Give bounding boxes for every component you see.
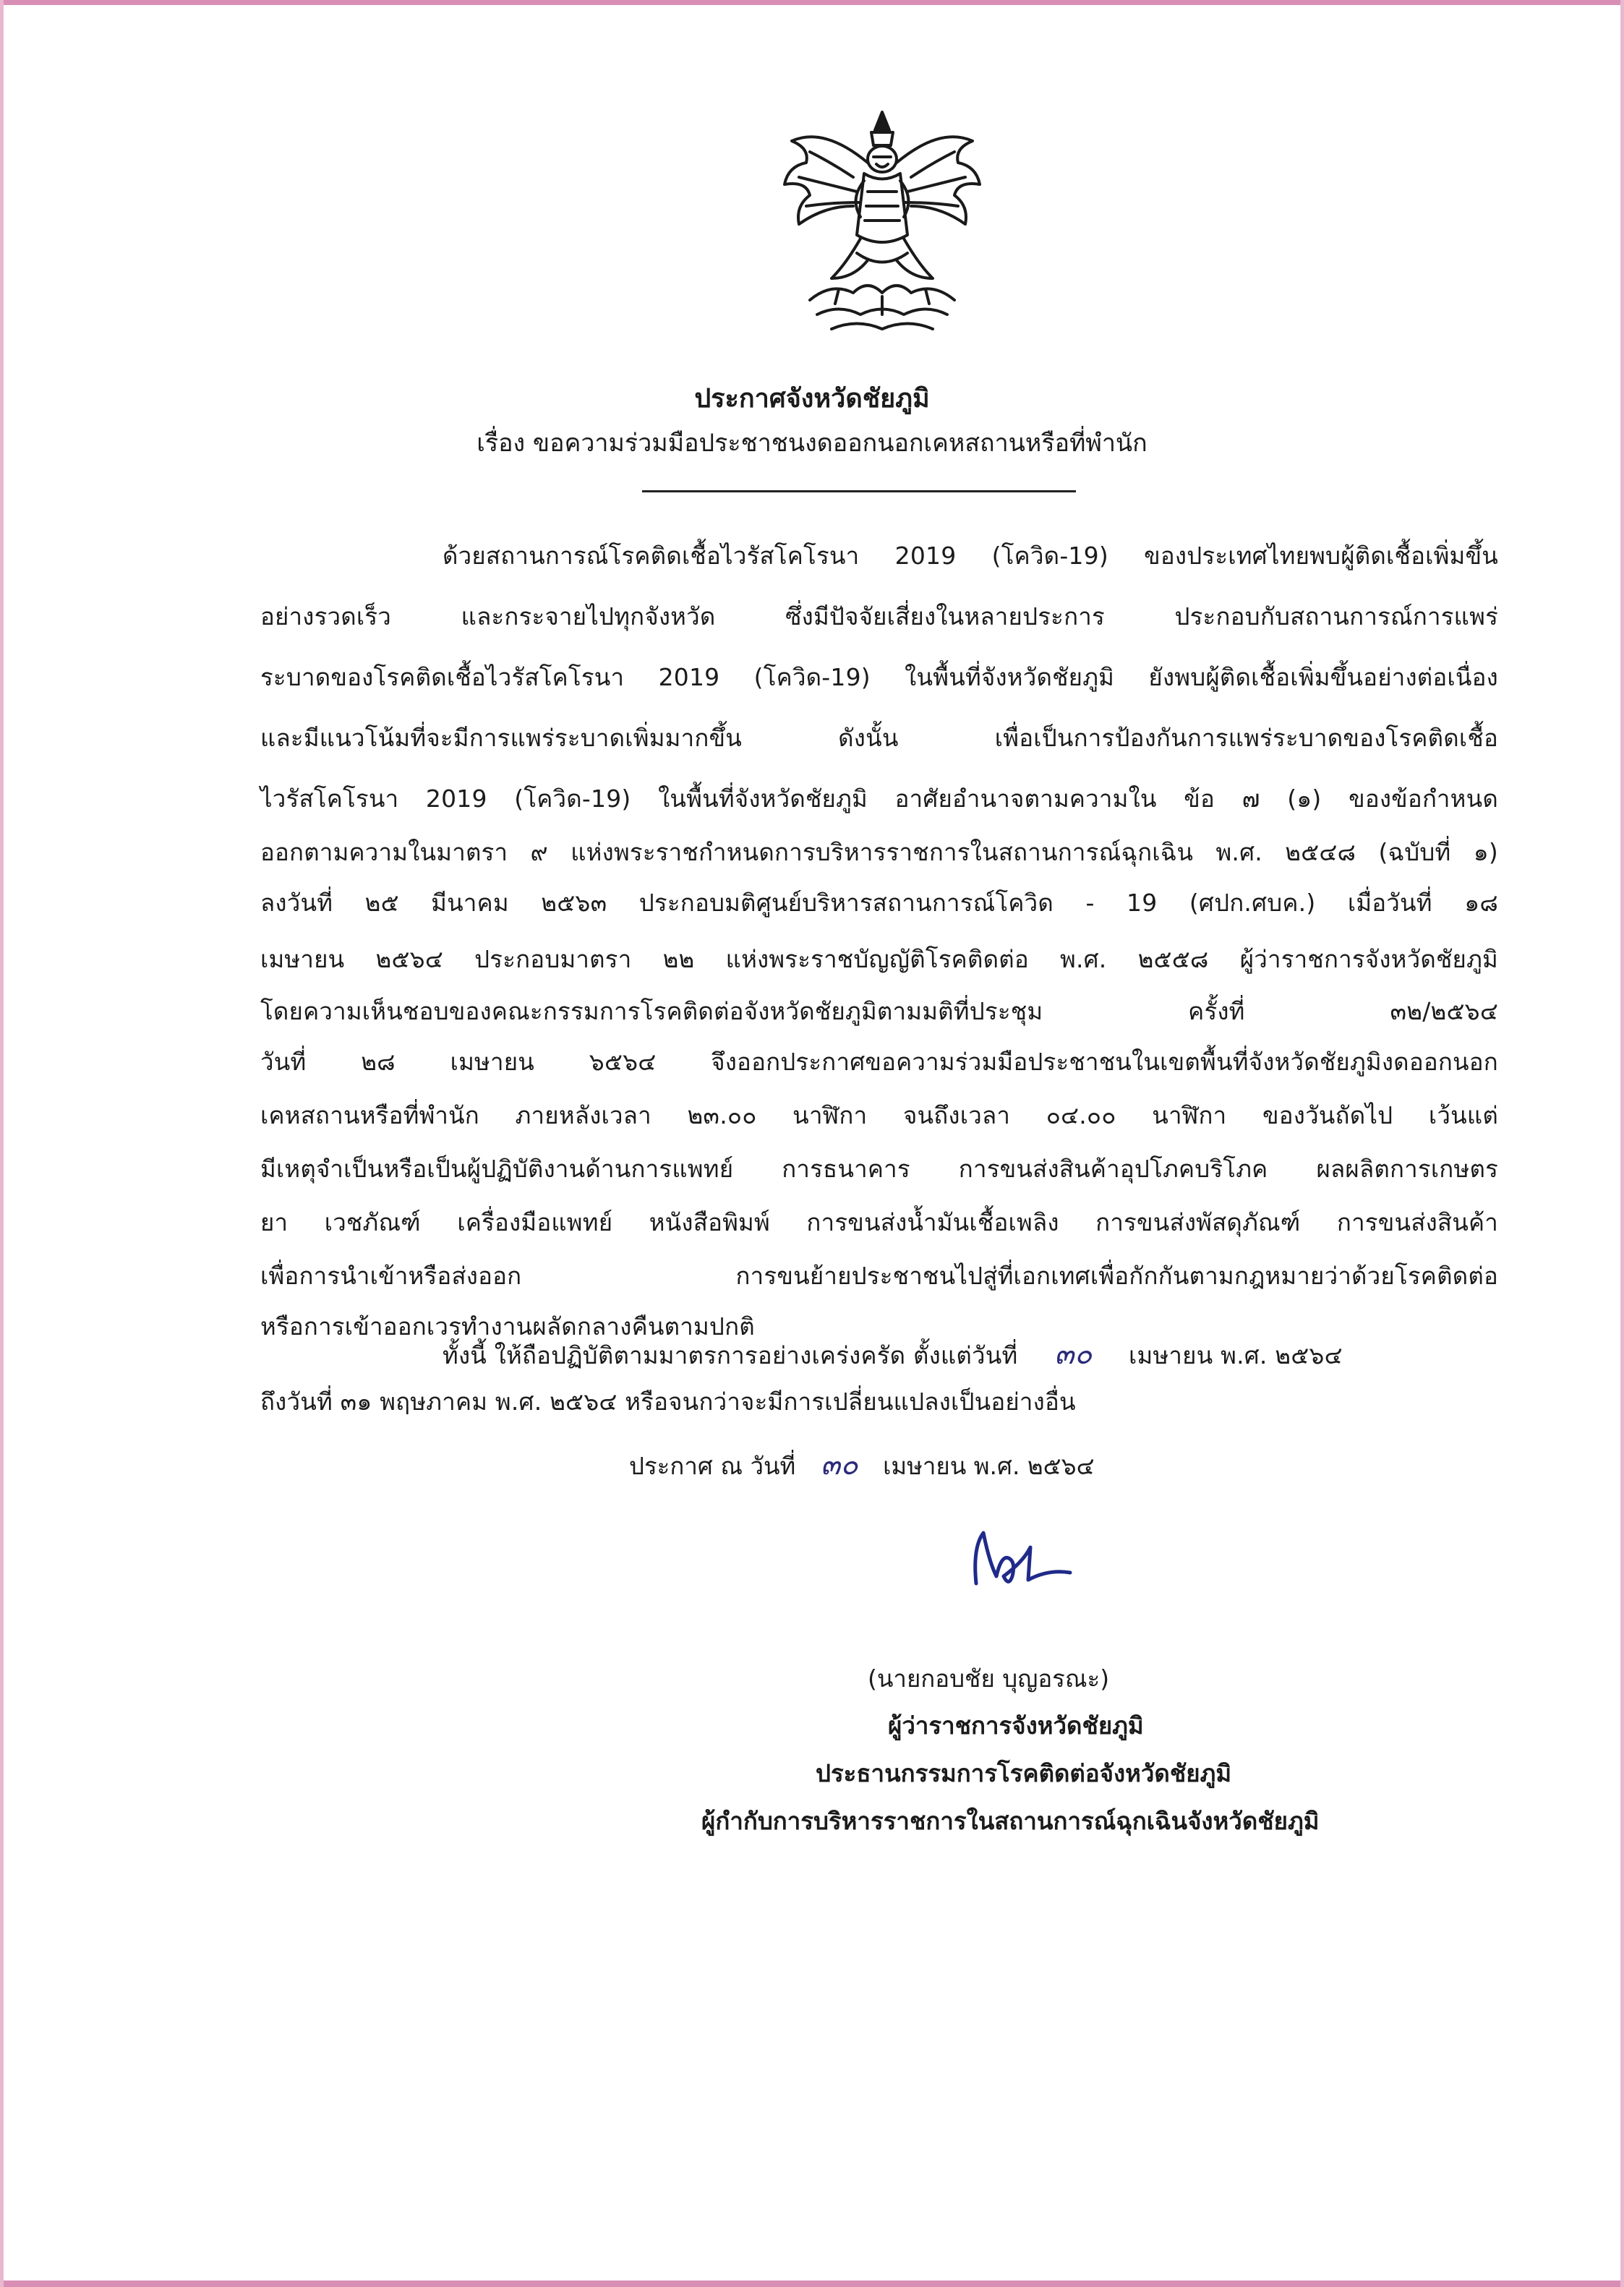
announcement-date-pre: ประกาศ ณ วันที่ <box>629 1452 796 1480</box>
body-line: เคหสถานหรือที่พำนัก ภายหลังเวลา ๒๓.๐๐ นาฬิกา จนถึงเวลา ๐๔.๐๐ นาฬิกา ของวันถัดไป เว้นแต่ <box>260 1101 1498 1129</box>
page-top-edge <box>0 0 1624 5</box>
page-title: ประกาศจังหวัดชัยภูมิ <box>694 384 930 414</box>
effective-text-post: เมษายน พ.ศ. ๒๕๖๔ <box>1129 1341 1343 1369</box>
signatory-name: (นายกอบชัย บุญอรณะ) <box>868 1664 1110 1693</box>
page-right-edge <box>1620 0 1624 2287</box>
body-line: ไวรัสโคโรนา 2019 (โควิด-19) ในพื้นที่จังหวัดชัยภูมิ อาศัยอำนาจตามความใน ข้อ ๗ (๑) ของข้อกำหนด <box>260 785 1498 813</box>
effective-date-line <box>443 1330 1498 1377</box>
body-line: มีเหตุจำเป็นหรือเป็นผู้ปฏิบัติงานด้านการแพทย์ การธนาคาร การขนส่งสินค้าอุปโภคบริโภค ผลผลิตการเกษตร <box>260 1155 1498 1183</box>
page-bottom-edge <box>0 2280 1624 2287</box>
title-divider <box>642 490 1076 492</box>
body-line: ระบาดของโรคติดเชื้อไวรัสโคโรนา 2019 (โควิด-19) ในพื้นที่จังหวัดชัยภูมิ ยังพบผู้ติดเชื้อเพิ่มขึ้นอย่างต่อเนื่อง <box>260 663 1498 691</box>
effective-text-pre: ทั้งนี้ ให้ถือปฏิบัติตามมาตรการอย่างเคร่งครัด ตั้งแต่วันที่ <box>443 1341 1018 1369</box>
body-line: โดยความเห็นชอบของคณะกรรมการโรคติดต่อจังหวัดชัยภูมิตามมติที่ประชุม ครั้งที่ ๓๒/๒๕๖๔ <box>260 997 1498 1025</box>
announcement-date-post: เมษายน พ.ศ. ๒๕๖๔ <box>883 1452 1095 1480</box>
body-line: อย่างรวดเร็ว และกระจายไปทุกจังหวัด ซึ่งมีปัจจัยเสี่ยงในหลายประการ ประกอบกับสถานการณ์การแพร่ <box>260 602 1498 630</box>
announcement-day-handwritten: ๓๐ <box>820 1448 858 1482</box>
body-line: ออกตามความในมาตรา ๙ แห่งพระราชกำหนดการบริหารราชการในสถานการณ์ฉุกเฉิน พ.ศ. ๒๕๔๘ (ฉบับที่ ๑) <box>260 838 1498 866</box>
signatory-position-committee: ประธานกรรมการโรคติดต่อจังหวัดชัยภูมิ <box>816 1759 1232 1787</box>
subject-line: เรื่อง ขอความร่วมมือประชาชนงดออกนอกเคหสถานหรือที่พำนัก <box>476 429 1148 458</box>
body-line: เพื่อการนำเข้าหรือส่งออก การขนย้ายประชาชนไปสู่ที่เอกเทศเพื่อกักกันตามกฎหมายว่าด้วยโรคติดต่อ <box>260 1262 1498 1290</box>
announcement-date <box>629 1441 1095 1487</box>
garuda-emblem-icon <box>766 98 998 343</box>
body-line: เมษายน ๒๕๖๔ ประกอบมาตรา ๒๒ แห่งพระราชบัญญัติโรคติดต่อ พ.ศ. ๒๕๕๘ ผู้ว่าราชการจังหวัดชัยภูมิ <box>260 945 1498 973</box>
body-line: วันที่ ๒๘ เมษายน ๖๕๖๔ จึงออกประกาศขอความร่วมมือประชาชนในเขตพื้นที่จังหวัดชัยภูมิงดออกนอก <box>260 1048 1498 1076</box>
body-line: ยา เวชภัณฑ์ เครื่องมือแพทย์ หนังสือพิมพ์ การขนส่งน้ำมันเชื้อเพลิง การขนส่งพัสดุภัณฑ์ การขนส่งสินค้า <box>260 1208 1498 1236</box>
signatory-position-governor: ผู้ว่าราชการจังหวัดชัยภูมิ <box>888 1711 1144 1740</box>
effective-end-line: ถึงวันที่ ๓๑ พฤษภาคม พ.ศ. ๒๕๖๔ หรือจนกว่าจะมีการเปลี่ยนแปลงเป็นอย่างอื่น <box>260 1388 1076 1416</box>
effective-day-handwritten: ๓๐ <box>1054 1338 1093 1371</box>
body-line: ด้วยสถานการณ์โรคติดเชื้อไวรัสโคโรนา 2019 (โควิด-19) ของประเทศไทยพบผู้ติดเชื้อเพิ่มขึ้น <box>443 542 1498 570</box>
page-left-edge <box>0 0 4 2287</box>
body-line: ลงวันที่ ๒๕ มีนาคม ๒๕๖๓ ประกอบมติศูนย์บริหารสถานการณ์โควิด - 19 (ศปก.ศบค.) เมื่อวันที่ ๑๘ <box>260 889 1498 917</box>
body-line: หรือการเข้าออกเวรทำงานผลัดกลางคืนตามปกติ <box>260 1312 755 1341</box>
handwritten-signature <box>962 1518 1092 1598</box>
signatory-position-emergency: ผู้กำกับการบริหารราชการในสถานการณ์ฉุกเฉินจังหวัดชัยภูมิ <box>701 1807 1320 1835</box>
body-line: และมีแนวโน้มที่จะมีการแพร่ระบาดเพิ่มมากขึ้น ดังนั้น เพื่อเป็นการป้องกันการแพร่ระบาดของโรคติดเชื้อ <box>260 724 1498 752</box>
